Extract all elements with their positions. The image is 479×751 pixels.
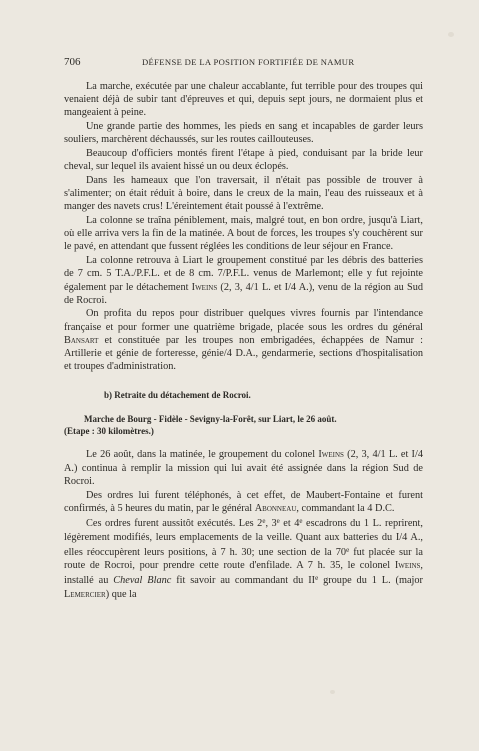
paper-spot xyxy=(330,690,335,694)
text-run: (2, 3, 4/1 L. et I/4 A.), venu de la région au Sud de Rocroi. xyxy=(64,281,423,306)
person-name: Bansart xyxy=(64,334,99,346)
page-number: 706 xyxy=(64,56,81,68)
text-run: (2, 3, 4/1 L. et I/4 A.) continua à remplir la mission qui lui avait été assignée dans la région Sud de Rocroi. xyxy=(64,449,423,487)
superscript: e xyxy=(262,517,266,526)
text-run: On profita du repos pour distribuer quelques vivres fournis par l'intendance française et pour former une quatrième brigade, placée sous les ordres du général xyxy=(64,308,423,333)
person-name: Iweins xyxy=(191,281,218,293)
text-run: , 3 xyxy=(265,518,277,530)
text-run: Ces ordres furent aussitôt exécutés. Les 2 xyxy=(86,518,263,530)
paragraph: Beaucoup d'officiers montés firent l'étape à pied, conduisant par la bride leur cheval, sur lequel ils avaient hissé un ou deux éclopés. xyxy=(64,148,423,173)
paragraph xyxy=(64,307,423,373)
paragraph: Dans les hameaux que l'on traversait, il n'était pas possible de trouver à s'alimenter; on était réduit à boire, dans le creux de la main, l'eau des ruisseaux et à manger des navets crus! L'éreintement était poussé à l'extrême. xyxy=(64,174,423,213)
paragraph xyxy=(64,515,423,600)
subheading-line: Marche de Bourg - Fidèle - Sevigny-la-Forêt, sur Liart, le 26 août. xyxy=(84,414,337,425)
paragraph: La colonne se traîna péniblement, mais, malgré tout, en bon ordre, jusqu'à Liart, où elle arriva vers la fin de la matinée. A bout de forces, les troupes s'y couchèrent sur le pavé, en attendant que fussent réglées les conditions de leur séjour en France. xyxy=(64,215,423,253)
subheading-line: (Etape : 30 kilomètres.) xyxy=(64,426,154,437)
person-name: Iweins xyxy=(394,560,421,572)
section-heading: b) Retraite du détachement de Rocroi. xyxy=(104,390,251,401)
page-header xyxy=(64,56,424,70)
person-name: Iweins xyxy=(318,449,344,461)
paragraph xyxy=(64,489,423,515)
superscript: e xyxy=(315,574,319,583)
paragraph xyxy=(64,448,423,488)
text-run: , installé au xyxy=(64,560,423,587)
text-run: ) que la xyxy=(105,588,137,600)
text-run: Le 26 août, dans la matinée, le groupement du colonel xyxy=(86,449,319,461)
text-run: et constituée par les troupes non embrigadées, échappées de Namur : Artillerie et génie de forteresse, génie/4 D.A., gendarmerie, sections d'hospitalisation et troupes d'administration. xyxy=(64,334,423,373)
paragraph xyxy=(64,254,423,307)
text-run: groupe du 1 L. (major xyxy=(318,575,423,587)
text-run: , commandant la 4 D.C. xyxy=(296,502,395,514)
march-subheading xyxy=(64,413,423,437)
text-run: et 4 xyxy=(279,518,300,530)
person-name: Abonneau xyxy=(254,502,297,514)
page-body xyxy=(64,80,423,601)
superscript: e xyxy=(299,517,303,526)
running-title: DÉFENSE DE LA POSITION FORTIFIÉE DE NAMUR xyxy=(142,57,355,67)
place-name: Cheval Blanc xyxy=(113,575,172,587)
paragraph: Une grande partie des hommes, les pieds en sang et incapables de garder leurs souliers, marchèrent déchaussés, sur les routes caillouteuses. xyxy=(64,121,423,146)
text-run: escadrons du 1 L. reprirent, légèrement modifiés, leurs emplacements de la veille. Quant aux batteries du I/4 A., elles réoccupèrent leurs positions, à 7 h. 30; une section de la 70 xyxy=(64,518,423,558)
paper-spot xyxy=(448,32,454,37)
text-run: La colonne retrouva à Liart le groupement constitué par les débris des batteries de 7 cm. 5 T.A./P.F.L. et de 8 cm. 7/P.F.L. venus de Marlemont; elle y fut rejointe également par le détachement xyxy=(64,255,423,293)
paragraph: La marche, exécutée par une chaleur accablante, fut terrible pour des troupes qui venaient déjà de subir tant d'épreuves et qui, depuis sept jours, ne dormaient plus et mangeaient à peine. xyxy=(64,81,423,119)
text-run: fit savoir au commandant du II xyxy=(171,575,316,587)
person-name: Lemercier xyxy=(64,588,106,600)
superscript: e xyxy=(276,517,280,526)
text-run: Des ordres lui furent téléphonés, à cet effet, de Maubert-Fontaine et furent confirmés, à 5 heures du matin, par le général xyxy=(64,489,423,514)
text-run: fut placée sur la route de Rocroi, pour prendre cette route d'enfilade. A 7 h. 35, le colonel xyxy=(64,546,423,572)
superscript: e xyxy=(346,545,350,554)
